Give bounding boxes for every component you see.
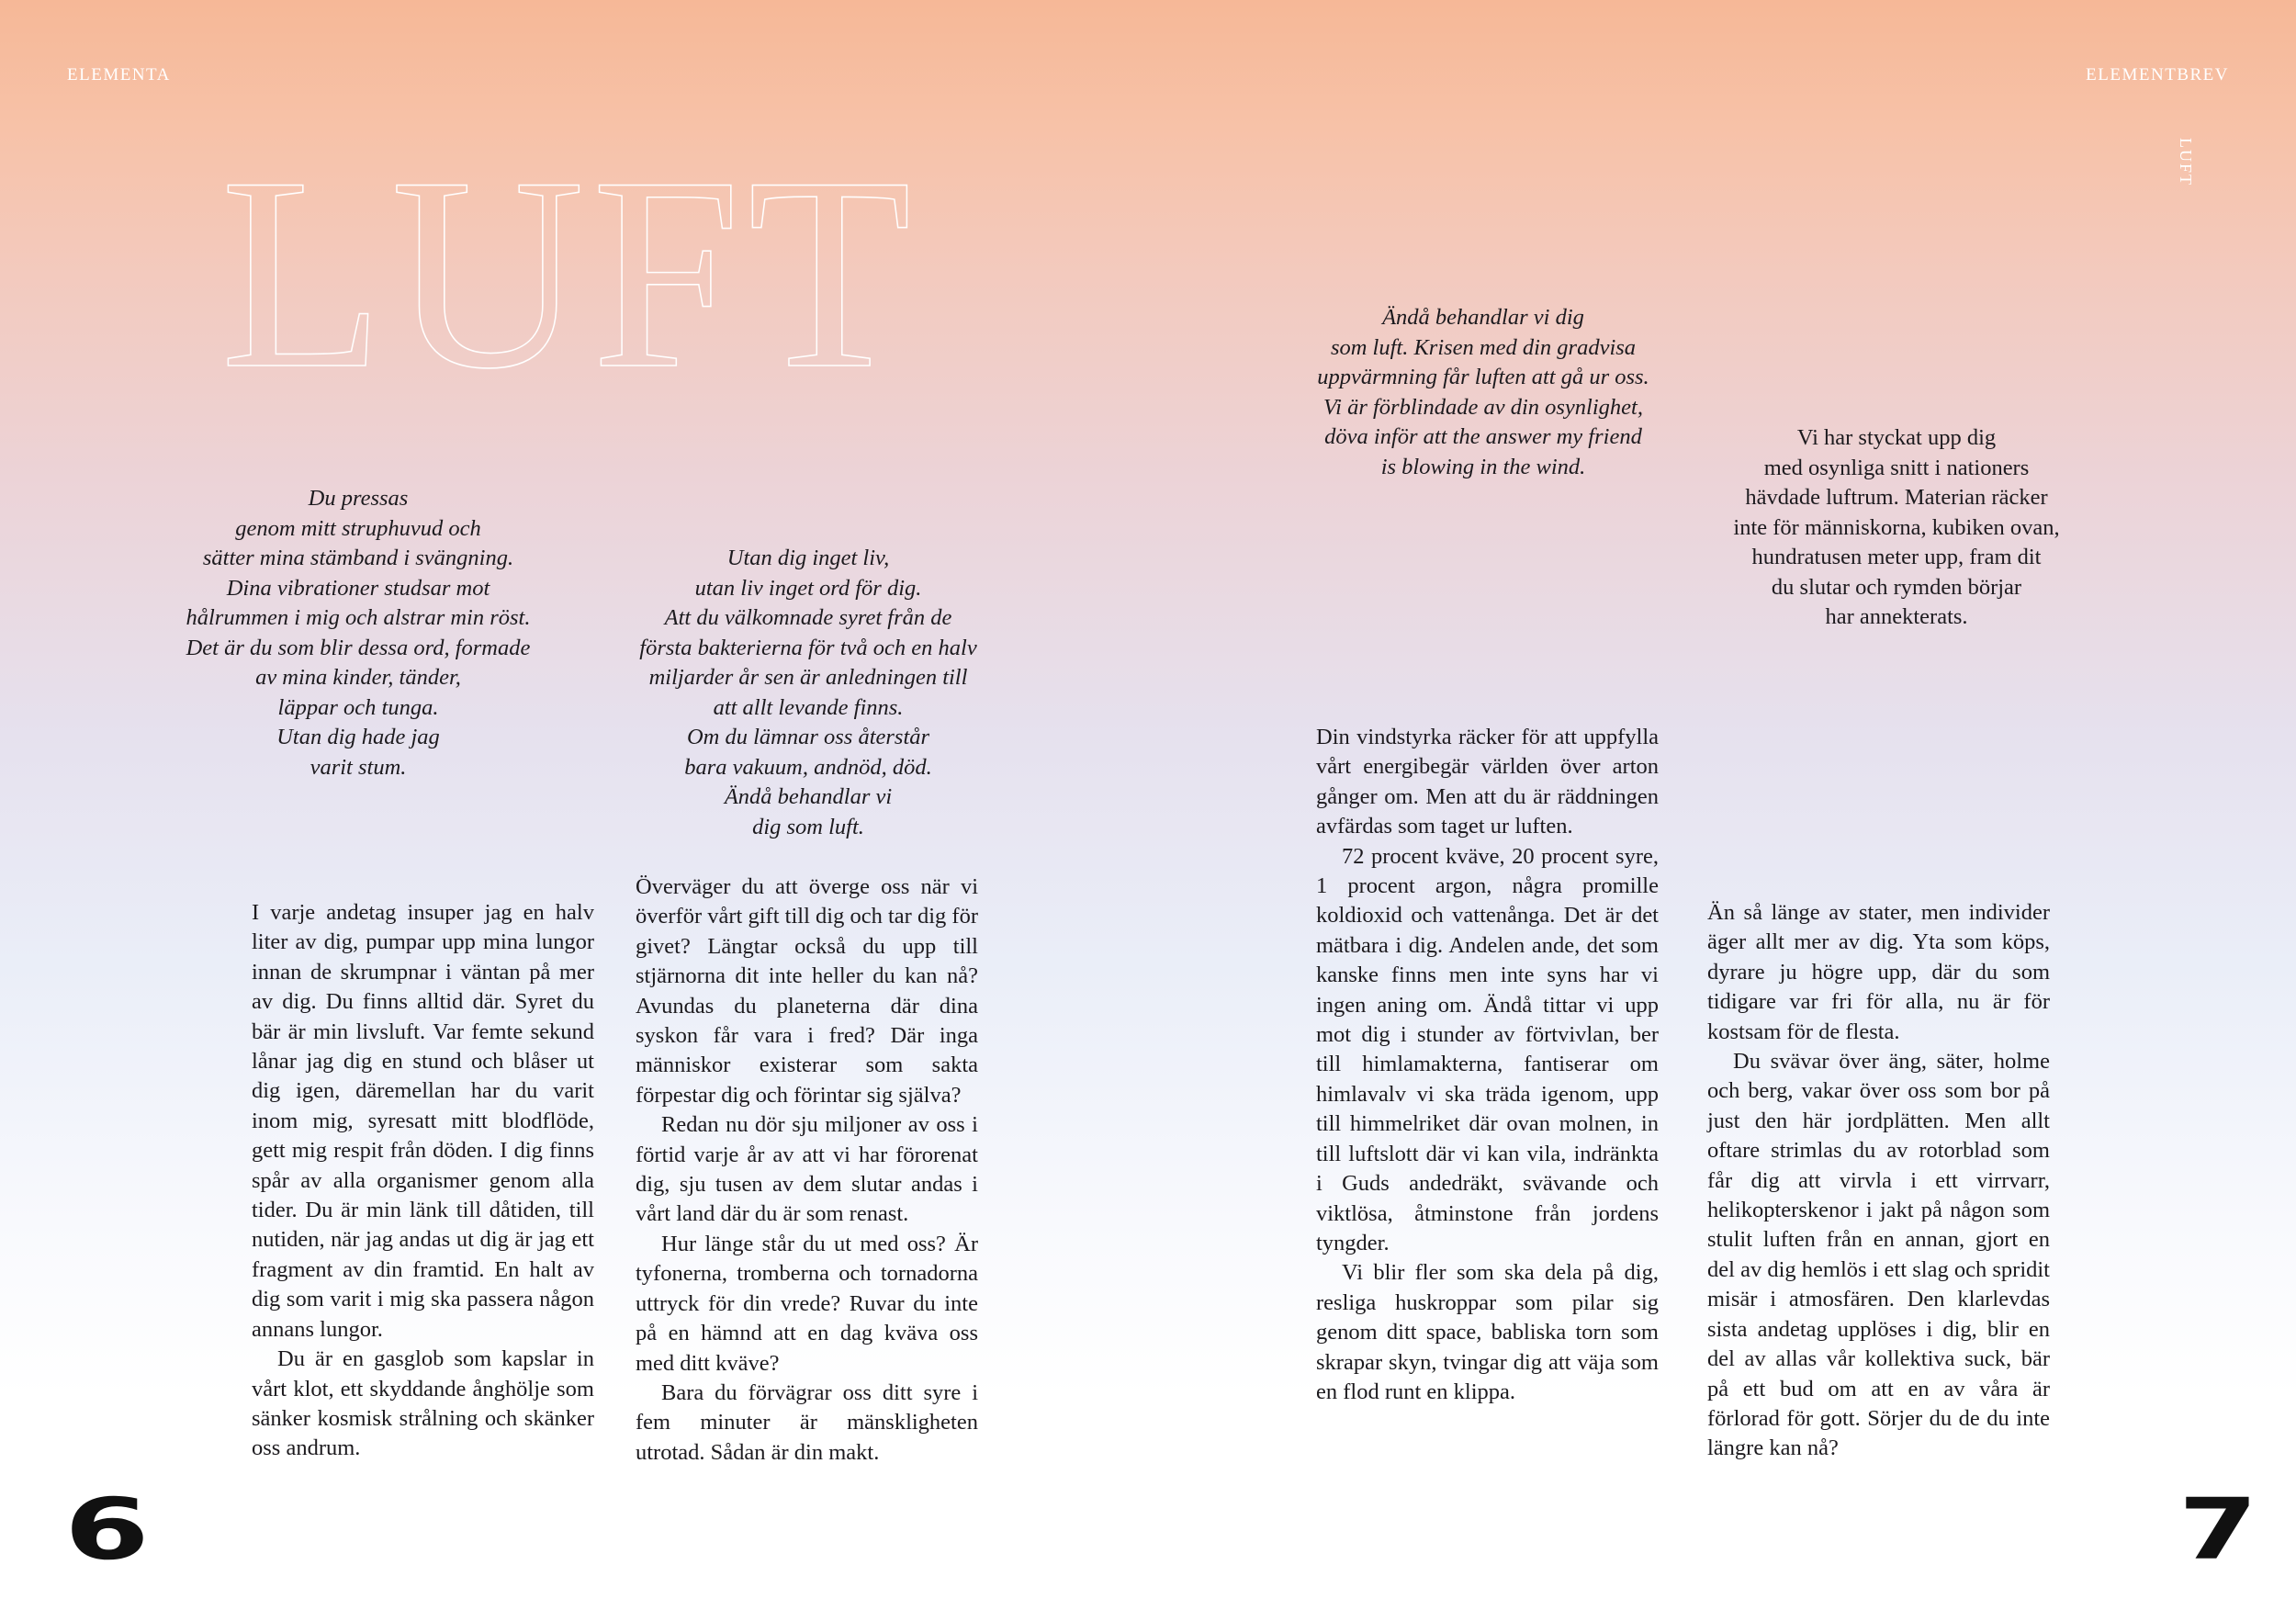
running-header-left: ELEMENTA [67,65,171,84]
poem-block-4: Vi har styckat upp dig med osynliga snitt i nationers hävdade luftrum. Materian räcker inte för människorna, kubiken ovan, hundratusen meter upp, fram dit du slutar och rymden börjar har annekterats. [1733,425,2060,629]
running-header-right: ELEMENTBREV [2086,65,2229,84]
poem-block-2: Utan dig inget liv, utan liv inget ord för dig. Att du välkomnade syret från de första bakterierna för två och en halv miljarder år sen är anledningen till att allt levande finns. Om du lämnar oss återstår bara vakuum, andnöd, död. Ändå behandlar vi dig som luft. [639,546,977,839]
paragraph: Vi blir fler som ska dela på dig, resliga huskroppar som pilar sig genom ditt space, babliska torn som skrapar skyn, tvingar dig att väja som en flod runt en klippa. [1316,1260,1659,1404]
column-2 [636,872,978,1468]
column-3 [1316,723,1659,1407]
title-text: LUFT [220,145,918,375]
paragraph: Hur länge står du ut med oss? Är tyfonerna, tromberna och tornadorna uttryck för din vrede? Ruvar du inte på en hämnd att en dag kväva oss med ditt kväve? [636,1231,978,1376]
paragraph: Bara du förvägrar oss ditt syre i fem minuter är mänskligheten utrotad. Sådan är din makt. [636,1379,978,1465]
paragraph: Du är en gasglob som kapslar in vårt klot, ett skyddande ånghölje som sänker kosmisk strålning och skänker oss andrum. [252,1346,594,1461]
paragraph: 72 procent kväve, 20 procent syre, 1 procent argon, några promille koldioxid och vattenånga. Det är det mätbara i dig. Andelen ande, det som kanske finns men inte syns har vi ingen aning om. Ändå tittar vi upp mot dig i stunder av förtvivlan, ber till himlamakterna, fantiserar om himlavalv vi ska träda igenom, upp till himmelriket där ovan molnen, in till luftslott där vi kan vila, indränkta i Guds andedräkt, svävande och viktlösa, åtminstone från jordens tyngder. [1316,843,1659,1255]
poem-block-1: Du pressas genom mitt struphuvud och sätter mina stämband i svängning. Dina vibrationer studsar mot hålrummen i mig och alstrar min röst. Det är du som blir dessa ord, formade av mina kinder, tänder, läppar och tunga. Utan dig hade jag varit stum. [186,486,531,780]
column-4 [1707,898,2050,1464]
page-number-left: 6 [64,1480,150,1579]
paragraph: Än så länge av stater, men individer äger allt mer av dig. Yta som köps, dyrare ju högre upp, där du som tidigare var fri för alla, nu är för kostsam för de flesta. [1707,900,2050,1044]
paragraph: Du svävar över äng, säter, holme och berg, vakar över oss som bor på just den här jordplätten. Men allt oftare strimlas du av rotorblad som får dig att virvla i ett virrvarr, helikopterskenor i jakt på någon som stulit luften från en annan, gjort en del av dig hemlös i ett slag och spridit misär i atmosfären. Den klarlevdas sista andetag upplöses i dig, blir en del av allas vår kollektiva suck, bär på ett bud om att en av våra är förlorad för gott. Sörjer du de du inte längre kan nå? [1707,1049,2050,1461]
poem-block-3: Ändå behandlar vi dig som luft. Krisen med din gradvisa uppvärmning får luften att gå ur oss. Vi är förblindade av din osynlighet, döva inför att the answer my friend is blowing in the wind. [1317,305,1649,479]
paragraph: Redan nu dör sju miljoner av oss i förtid varje år av att vi har förorenat dig, sju tusen av dem slutar andas i vårt land där du är som renast. [636,1112,978,1227]
paragraph: Din vindstyrka räcker för att uppfylla vårt energibegär världen över arton gånger om. Men att du är räddningen avfärdas som taget ur luften. [1316,725,1659,839]
column-1 [252,898,594,1464]
paragraph: Överväger du att överge oss när vi överför vårt gift till dig och tar dig för givet? Längtar också du upp till stjärnorna dit inte heller du kan nå? Avundas du planeterna där dina syskon får vara i fred? Där inga människor existerar som sakta förpestar dig och förintar sig själva? [636,874,978,1108]
title-outline [220,145,937,375]
section-label-vertical: LUFT [2177,138,2195,186]
paragraph: I varje andetag insuper jag en halv liter av dig, pumpar upp mina lungor innan de skrumpnar i väntan på mer av dig. Du finns alltid där. Syret du bär är min livsluft. Var femte sekund lånar jag dig en stund och blåser ut dig igen, däremellan har du varit inom mig, syresatt mitt blodflöde, gett mig respit från döden. I dig finns spår av alla organismer genom alla tider. Du är min länk till dåtiden, till nutiden, när jag andas ut dig är jag ett fragment av din framtid. En halt av dig som varit i mig ska passera någon annans lungor. [252,900,594,1342]
page-number-right: 7 [2178,1480,2258,1579]
